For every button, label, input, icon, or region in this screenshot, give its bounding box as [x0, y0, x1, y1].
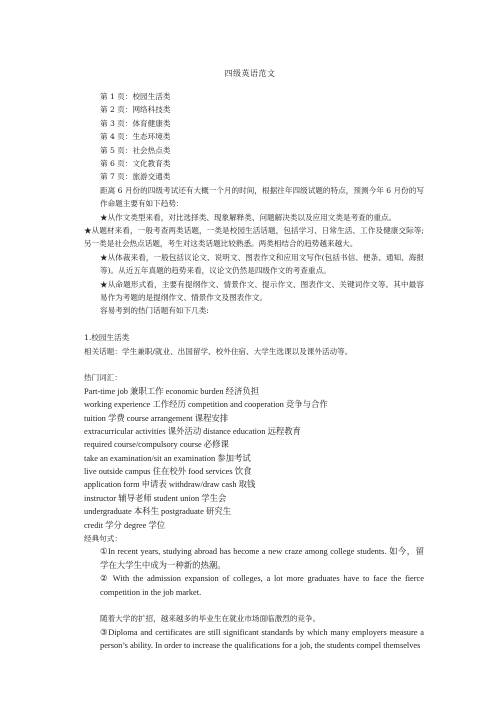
vocab-item: working experience 工作经历 competition and cooperation 竞争与合作	[84, 400, 328, 410]
page-title: 四级英语范文	[224, 69, 276, 78]
toc-item: 第 5 页：社会热点类	[100, 145, 171, 155]
vocab-item: tuition 学费 course arrangement 课程安排	[84, 413, 229, 423]
example-sentence-translation: 随着大学的扩招，越来越多的毕业生在就业市场面临激烈的竞争。	[100, 614, 321, 624]
trend-paragraph: ★从作文类型来看，对比选择类、现象解释类、问题解决类以及应用文类是考查的重点。	[100, 212, 397, 222]
toc-item: 第 1 页：校园生活类	[100, 92, 171, 101]
trend-paragraph: ★从题材来看，一般考查两类话题，一类是校园生活话题，包括学习、日常生活、工作及健康交际等;另一类是社会热点话题，考生对这类话题比较熟悉。两类相结合的趋势越来越大。	[84, 225, 424, 249]
section-heading: 1.校园生活类	[84, 333, 130, 343]
intro-paragraph: 距离 6 月份的四级考试还有大概一个月的时间，根据往年四级试题的特点，预测今年 6 月份的写作命题主要有如下趋势：	[100, 185, 424, 209]
vocab-item: live outside campus 住在校外 food services 饮食	[84, 467, 252, 477]
toc-item: 第 7 页：旅游交通类	[100, 172, 171, 182]
vocab-item: extracurricular activities 课外活动 distance education 远程教育	[84, 426, 301, 436]
trend-paragraph: ★从体裁来看，一般包括议论文、说明文、图表作文和应用文写作(包括书信、便条、通知、海报等)。从近五年真题的趋势来看，议论文仍然是四级作文的考查重点。	[100, 252, 424, 276]
vocab-item: instructor 辅导老师 student union 学生会	[84, 493, 227, 503]
example-sentence: ② With the admission expansion of colleges, a lot more graduates have to face the fierce competition in the job market.	[100, 574, 424, 597]
toc-item: 第 6 页：文化教育类	[100, 158, 171, 168]
example-sentence: ①In recent years, studying abroad has become a new craze among college students. 如今，留学在大学生中成为一种新的热潮。	[100, 547, 424, 570]
toc-item: 第 2 页：网络科技类	[100, 105, 171, 115]
vocab-item: credit 学分 degree 学位	[84, 520, 166, 530]
vocab-item: required course/compulsory course 必修课	[84, 440, 229, 450]
trend-paragraph: ★从命题形式看，主要有提纲作文、情景作文、提示作文、图表作文、关键词作文等。其中最容易作为考题的是提纲作文、情景作文及图表作文。	[100, 279, 424, 302]
vocab-item: Part-time job 兼职工作 economic burden 经济负担	[84, 386, 260, 396]
toc-item: 第 4 页：生态环境类	[100, 132, 171, 142]
document-body	[84, 90, 424, 653]
toc-item: 第 3 页：体育健康类	[100, 118, 171, 128]
related-topics: 相关话题：学生兼职/就业、出国留学、校外住宿、大学生选课以及课外活动等。	[84, 346, 353, 356]
topics-intro: 容易考到的热门话题有如下几类:	[100, 306, 209, 316]
vocab-item: take an examination/sit an examination 参加考试	[84, 453, 251, 463]
vocab-item: application form 申请表 withdraw/draw cash 取钱	[84, 480, 256, 490]
sentences-heading: 经典句式：	[84, 534, 122, 544]
vocab-heading: 热门词汇：	[84, 373, 122, 383]
vocab-item: undergraduate 本科生 postgraduate 研究生	[84, 507, 232, 517]
example-sentence: ③Diploma and certificates are still significant standards by which many employers measure a person’s ability. In order to increase the qualifications for a job, the students compel themselves	[100, 627, 424, 651]
